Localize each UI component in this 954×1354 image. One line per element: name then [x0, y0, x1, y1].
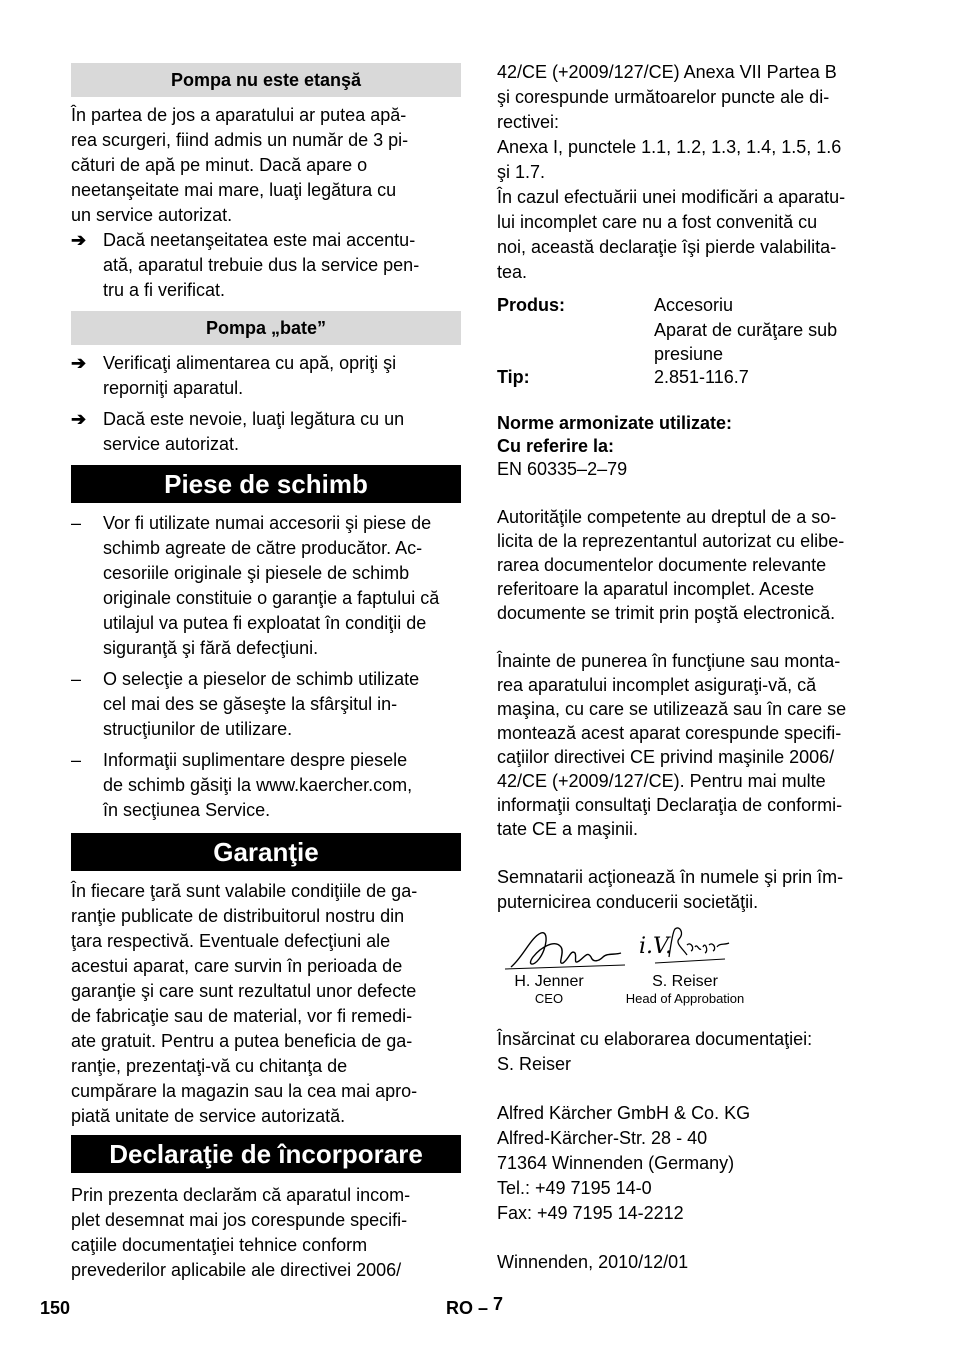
leak-bullet: ➔ Dacă neetanşeitatea este mai accentu- ată, aparatul trebuie dus la service pen- tru a fi verificat.: [71, 230, 420, 300]
knock-bullet-2: ➔ Dacă este nevoie, luaţi legătura cu un service autorizat.: [71, 409, 405, 454]
place-date: Winnenden, 2010/12/01: [497, 1252, 689, 1272]
directive-continuation: 42/CE (+2009/127/CE) Anexa VII Partea B şi corespunde următoarelor puncte ale di- rectivei: Anexa I, punctele 1.1, 1.2, 1.3, 1.4, 1.5, 1.6 şi 1.7. În cazul efectuării unei modificări a aparatu- lui incomplet care nu a fost convenită cu noi, această declaraţie îşi pierde valabilita- tea.: [497, 62, 846, 282]
dash-marker: –: [71, 513, 82, 533]
left-column: [71, 63, 461, 1283]
product-value: Accesoriu Aparat de curăţare sub presiune: [654, 295, 838, 364]
norm-value: EN 60335–2–79: [497, 459, 628, 479]
dash-marker: –: [71, 750, 82, 770]
parts-item-1: – Vor fi utilizate numai accesorii şi piese de schimb agreate de către producător. Ac- cesoriile originale şi piesele de schimb originale constituie o garanţie a faptului că utilajul va putea fi exploatat în condiţii de siguranţă şi fără defecţiuni.: [71, 513, 440, 658]
norms-label: Norme armonizate utilizate:: [497, 413, 733, 433]
signature-jenner: [503, 927, 628, 977]
arrow-right-icon: ➔: [71, 353, 87, 373]
heading-pump-leak: Pompa nu este etanşă: [71, 63, 461, 97]
declaration-paragraph: Prin prezenta declarăm că aparatul incom- plet desemnat mai jos corespunde specifi- caţiile documentaţiei tehnice conform prevederilor aplicabile ale directivei 2006/: [71, 1185, 411, 1280]
section-spare-parts: Piese de schimb: [71, 465, 461, 503]
documentation-name: S. Reiser: [497, 1054, 572, 1074]
heading-pump-knocks: Pompa „bate”: [71, 311, 461, 345]
product-label: Produs:: [497, 295, 566, 315]
signature-reiser: [635, 923, 735, 967]
authorities-paragraph: Autorităţile competente au dreptul de a so- licita de la reprezentantul autorizat cu elibe- rarea documentelor documente relevante referitoare la aparatul incomplet. Aceste documente se trimit prin poştă electronică.: [497, 507, 845, 623]
knock-bullet-1: ➔ Verificaţi alimentarea cu apă, opriţi şi reporniţi aparatul.: [71, 353, 397, 398]
parts-item-2: – O selecţie a pieselor de schimb utilizate cel mai des se găseşte la sfârşitul in- strucţiunilor de utilizare.: [71, 669, 420, 739]
company-address: Alfred Kärcher GmbH & Co. KG Alfred-Kärcher-Str. 28 - 40 71364 Winnenden (Germany) Tel.: +49 7195 14-0 Fax: +49 7195 14-2212: [497, 1103, 751, 1223]
reference-label: Cu referire la:: [497, 436, 615, 456]
signer-reiser: S. Reiser Head of Approbation: [625, 973, 745, 1006]
arrow-right-icon: ➔: [71, 230, 87, 250]
warranty-paragraph: În fiecare ţară sunt valabile condiţiile de ga- ranţie publicate de distribuitorul nostru din ţara respectivă. Eventuale defecţiuni ale acestui aparat, care survin în perioada de garanţie şi care sunt rezultatul unor defecte de fabricaţie sau de material, vor fi remedi- ate gratuit. Pentru a putea beneficia de ga- ranţie, prezentaţi-vă cu chitanţa de cumpărare la magazin sau la cea mai apro- piată unitate de service autorizată.: [71, 881, 418, 1126]
section-warranty: Garanţie: [71, 833, 461, 871]
type-label: Tip:: [497, 367, 530, 387]
arrow-right-icon: ➔: [71, 409, 87, 429]
documentation-label: Însărcinat cu elaborarea documentaţiei:: [497, 1029, 813, 1049]
leak-paragraph: În partea de jos a aparatului ar putea apă- rea scurgeri, fiind admis un număr de 3 pi- cături de apă pe minut. Dacă apare o neetanşeitate mai mare, luaţi legătura cu un service autorizat.: [71, 105, 409, 225]
signature-prefix: i.V.: [639, 934, 673, 959]
product-table: [497, 293, 837, 390]
page-number: 150: [40, 1298, 71, 1318]
parts-item-3: – Informaţii suplimentare despre piesele de schimb găsiţi la www.kaercher.com, în secţiunea Service.: [71, 750, 413, 820]
section-declaration: Declaraţie de încorporare: [71, 1135, 461, 1173]
type-value: 2.851-116.7: [654, 367, 749, 387]
footer-language-page: RO – 7: [446, 1294, 504, 1318]
dash-marker: –: [71, 669, 82, 689]
before-commissioning-paragraph: Înainte de punerea în funcţiune sau monta- rea aparatului incomplet asiguraţi-vă, că maşina, cu care se utilizează sau în care se montează acest aparat corespunde specifi- caţiilor directivei CE privind maşinile 2006/ 42/CE (+2009/127/CE). Pentru mai multe informaţii consultaţi Declaraţia de conformi- tate CE a maşinii.: [497, 651, 847, 839]
signer-jenner: H. Jenner CEO: [514, 973, 584, 1006]
right-column: [497, 60, 889, 1275]
signature-block: [497, 915, 889, 1005]
signatories-paragraph: Semnatarii acţionează în numele şi prin îm- puternicirea conducerii societăţii.: [497, 867, 844, 912]
